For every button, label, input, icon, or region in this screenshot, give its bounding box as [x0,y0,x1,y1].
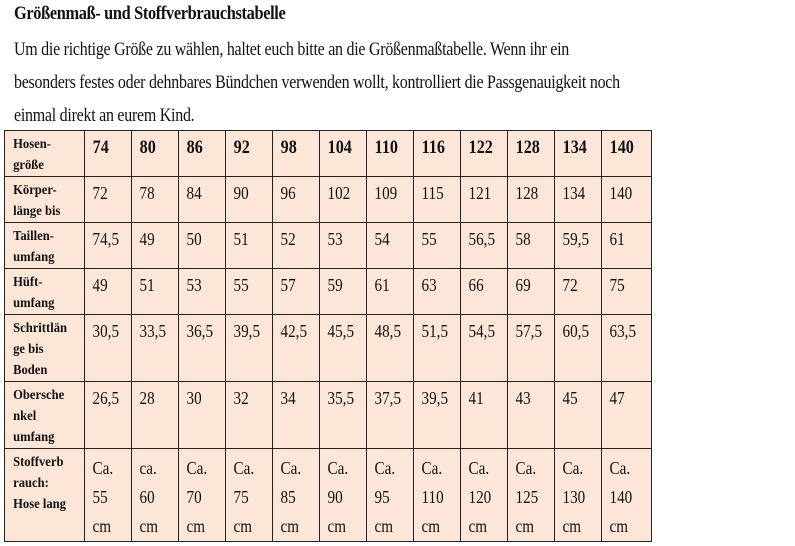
table-cell [273,315,320,382]
fabric-value-line: 70 [186,487,202,507]
size-label: 104 [327,137,352,158]
size-label: 140 [609,137,634,158]
table-row [5,382,652,449]
size-label: 128 [515,137,540,158]
intro-line: Um die richtige Größe zu wählen, haltet euch bitte an die Größenmaßtabelle. Wenn ihr ein [14,39,570,60]
fabric-cell [85,449,132,542]
fabric-value [226,449,265,541]
size-table [4,130,652,542]
table-cell [85,223,132,269]
row-label-line: Boden [13,363,48,378]
row-label-line: Schrittlän [13,321,68,336]
table-row [5,223,652,269]
row-label-line: größe [13,158,44,173]
size-label: 134 [562,137,587,158]
cell-value: 63 [421,275,437,295]
fabric-value [320,449,359,541]
cell-value: 63,5 [609,321,637,341]
table-cell [555,177,602,223]
row-label-line: umfang [13,250,55,265]
row-label-cell [5,269,85,315]
fabric-value-line: 125 [515,487,539,507]
table-cell [414,223,461,269]
table-cell [367,382,414,449]
table-cell [85,177,132,223]
table-cell [226,177,273,223]
cell-value: 128 [515,183,539,203]
fabric-value-line: Ca. [327,458,349,478]
size-label: 74 [92,137,109,158]
size-header-cell [85,131,132,177]
table-cell [461,315,508,382]
fabric-cell [602,449,652,542]
fabric-value-line: 120 [468,487,492,507]
table-cell [132,382,179,449]
cell-value: 41 [468,388,484,408]
table-cell [226,315,273,382]
cell-value: 54,5 [468,321,496,341]
fabric-value [461,449,500,541]
size-label: 92 [233,137,250,158]
row-label-cell [5,177,85,223]
row-label-line: Hose lang [13,497,66,512]
fabric-value [85,449,124,541]
fabric-cell [367,449,414,542]
table-cell [273,269,320,315]
table-cell [414,315,461,382]
size-label: 98 [280,137,297,158]
table-cell [273,177,320,223]
table-cell [508,177,555,223]
cell-value: 51 [233,229,249,249]
size-label: 86 [186,137,203,158]
fabric-value-line: Ca. [562,458,584,478]
table-header-row [5,131,652,177]
table-cell [320,177,367,223]
table-cell [320,223,367,269]
cell-value: 121 [468,183,492,203]
cell-value: 90 [233,183,249,203]
fabric-value-line: 85 [280,487,296,507]
table-cell [414,269,461,315]
fabric-value-line: cm [421,516,441,536]
cell-value: 37,5 [374,388,402,408]
fabric-value-line: Ca. [421,458,443,478]
fabric-value [602,449,643,541]
cell-value: 26,5 [92,388,120,408]
row-label [5,177,85,222]
table-cell [132,315,179,382]
fabric-value-line: Ca. [280,458,302,478]
row-label [5,315,85,381]
row-label [5,131,85,176]
row-label-line: länge bis [13,204,61,219]
cell-value: 39,5 [421,388,449,408]
intro-line: einmal direkt an eurem Kind. [14,105,195,126]
table-cell [508,223,555,269]
size-label: 122 [468,137,493,158]
size-header-cell [508,131,555,177]
table-cell [555,269,602,315]
cell-value: 109 [374,183,398,203]
table-cell [179,223,226,269]
fabric-value-line: Ca. [233,458,255,478]
size-header-cell [226,131,273,177]
size-label: 116 [421,137,445,158]
fabric-value [132,449,171,541]
size-header-cell [273,131,320,177]
table-cell [179,269,226,315]
fabric-value-line: cm [374,516,394,536]
row-label-cell [5,382,85,449]
fabric-value-line: Ca. [609,458,631,478]
row-label-line: nkel [13,409,37,424]
fabric-value-line: Ca. [374,458,396,478]
fabric-cell [461,449,508,542]
cell-value: 72 [562,275,578,295]
cell-value: 39,5 [233,321,261,341]
table-cell [508,315,555,382]
cell-value: 115 [421,183,444,203]
fabric-cell [179,449,226,542]
fabric-value-line: 55 [92,487,108,507]
size-header-cell [602,131,652,177]
row-label-line: rauch: [13,476,49,491]
size-label: 110 [374,137,398,158]
document-title: Größenmaß- und Stoffverbrauchstabelle [14,3,286,24]
table-cell [179,315,226,382]
table-row [5,269,652,315]
table-cell [273,382,320,449]
row-label-cell [5,315,85,382]
fabric-value-line: Ca. [186,458,208,478]
cell-value: 35,5 [327,388,355,408]
fabric-value-line: ca. [139,458,157,478]
cell-value: 30 [186,388,202,408]
size-label: 80 [139,137,156,158]
fabric-value-line: 60 [139,487,155,507]
table-cell [461,269,508,315]
intro-paragraph [14,33,766,132]
cell-value: 96 [280,183,296,203]
table-cell [320,269,367,315]
cell-value: 57 [280,275,296,295]
row-label-line: Körper- [13,183,57,198]
table-cell [602,315,652,382]
table-cell [367,269,414,315]
table-cell [555,315,602,382]
fabric-cell [226,449,273,542]
table-cell [555,382,602,449]
table-cell [226,382,273,449]
cell-value: 45,5 [327,321,355,341]
table-row-fabric [5,449,652,542]
fabric-value [508,449,547,541]
row-label-line: Stoffverb [13,455,64,470]
table-cell [179,382,226,449]
table-cell [85,315,132,382]
table-cell [414,382,461,449]
fabric-value-line: cm [515,516,535,536]
row-label-cell [5,449,85,542]
cell-value: 49 [139,229,155,249]
table-cell [320,315,367,382]
row-label-line: umfang [13,430,55,445]
cell-value: 47 [609,388,625,408]
table-row [5,177,652,223]
size-header-cell [320,131,367,177]
fabric-value [555,449,594,541]
table-cell [273,223,320,269]
cell-value: 140 [609,183,633,203]
cell-value: 51 [139,275,155,295]
cell-value: 59,5 [562,229,590,249]
fabric-value [414,449,453,541]
header-label-cell [5,131,85,177]
table-cell [85,382,132,449]
row-label [5,449,85,515]
cell-value: 51,5 [421,321,449,341]
fabric-cell [508,449,555,542]
table-cell [226,269,273,315]
cell-value: 32 [233,388,249,408]
table-cell [461,177,508,223]
cell-value: 30,5 [92,321,120,341]
cell-value: 57,5 [515,321,543,341]
size-header-cell [414,131,461,177]
cell-value: 33,5 [139,321,167,341]
cell-value: 74,5 [92,229,120,249]
table-cell [367,223,414,269]
fabric-value-line: 95 [374,487,390,507]
fabric-value-line: cm [609,516,629,536]
table-cell [508,269,555,315]
fabric-value-line: cm [139,516,159,536]
fabric-cell [414,449,461,542]
row-label [5,223,85,268]
row-label-line: Obersche [13,388,65,403]
cell-value: 52 [280,229,296,249]
fabric-value-line: cm [468,516,488,536]
fabric-value-line: cm [233,516,253,536]
table-cell [226,223,273,269]
cell-value: 72 [92,183,108,203]
cell-value: 134 [562,183,586,203]
table-cell [555,223,602,269]
table-cell [602,382,652,449]
table-cell [179,177,226,223]
cell-value: 78 [139,183,155,203]
fabric-value [273,449,312,541]
fabric-value-line: cm [92,516,112,536]
fabric-value-line: 110 [421,487,444,507]
table-cell [461,223,508,269]
row-label [5,269,85,314]
cell-value: 66 [468,275,484,295]
fabric-value-line: 75 [233,487,249,507]
table-cell [367,315,414,382]
row-label-line: Hosen- [13,137,51,152]
intro-line: besonders festes oder dehnbares Bündchen verwenden wollt, kontrolliert die Passgenauigkeit noch [14,72,620,93]
cell-value: 48,5 [374,321,402,341]
size-header-cell [367,131,414,177]
cell-value: 53 [186,275,202,295]
row-label-line: Taillen- [13,229,54,244]
cell-value: 53 [327,229,343,249]
table-cell [602,223,652,269]
table-cell [320,382,367,449]
fabric-cell [132,449,179,542]
cell-value: 58 [515,229,531,249]
table-cell [414,177,461,223]
cell-value: 84 [186,183,202,203]
row-label [5,382,85,448]
row-label-line: ge bis [13,342,44,357]
table-cell [132,223,179,269]
size-header-cell [132,131,179,177]
fabric-cell [273,449,320,542]
cell-value: 54 [374,229,390,249]
cell-value: 61 [374,275,390,295]
table-row [5,315,652,382]
fabric-value-line: Ca. [468,458,490,478]
row-label-line: umfang [13,296,55,311]
cell-value: 45 [562,388,578,408]
cell-value: 42,5 [280,321,308,341]
size-header-cell [461,131,508,177]
fabric-value-line: 90 [327,487,343,507]
cell-value: 55 [233,275,249,295]
fabric-value-line: cm [280,516,300,536]
cell-value: 60,5 [562,321,590,341]
fabric-value-line: Ca. [515,458,537,478]
cell-value: 34 [280,388,296,408]
table-cell [367,177,414,223]
row-label-cell [5,223,85,269]
fabric-value-line: Ca. [92,458,114,478]
cell-value: 69 [515,275,531,295]
cell-value: 61 [609,229,625,249]
size-table-body [5,131,652,542]
cell-value: 50 [186,229,202,249]
table-cell [85,269,132,315]
cell-value: 49 [92,275,108,295]
cell-value: 43 [515,388,531,408]
table-cell [132,177,179,223]
fabric-value-line: cm [186,516,206,536]
cell-value: 75 [609,275,625,295]
cell-value: 56,5 [468,229,496,249]
table-cell [602,177,652,223]
size-header-cell [555,131,602,177]
table-cell [508,382,555,449]
fabric-cell [555,449,602,542]
table-cell [132,269,179,315]
size-header-cell [179,131,226,177]
cell-value: 102 [327,183,351,203]
table-cell [461,382,508,449]
cell-value: 28 [139,388,155,408]
cell-value: 59 [327,275,343,295]
fabric-value [179,449,218,541]
fabric-value [367,449,406,541]
fabric-value-line: 140 [609,487,633,507]
cell-value: 36,5 [186,321,214,341]
fabric-value-line: cm [327,516,347,536]
table-cell [602,269,652,315]
fabric-cell [320,449,367,542]
fabric-value-line: cm [562,516,582,536]
cell-value: 55 [421,229,437,249]
fabric-value-line: 130 [562,487,586,507]
row-label-line: Hüft- [13,275,43,290]
